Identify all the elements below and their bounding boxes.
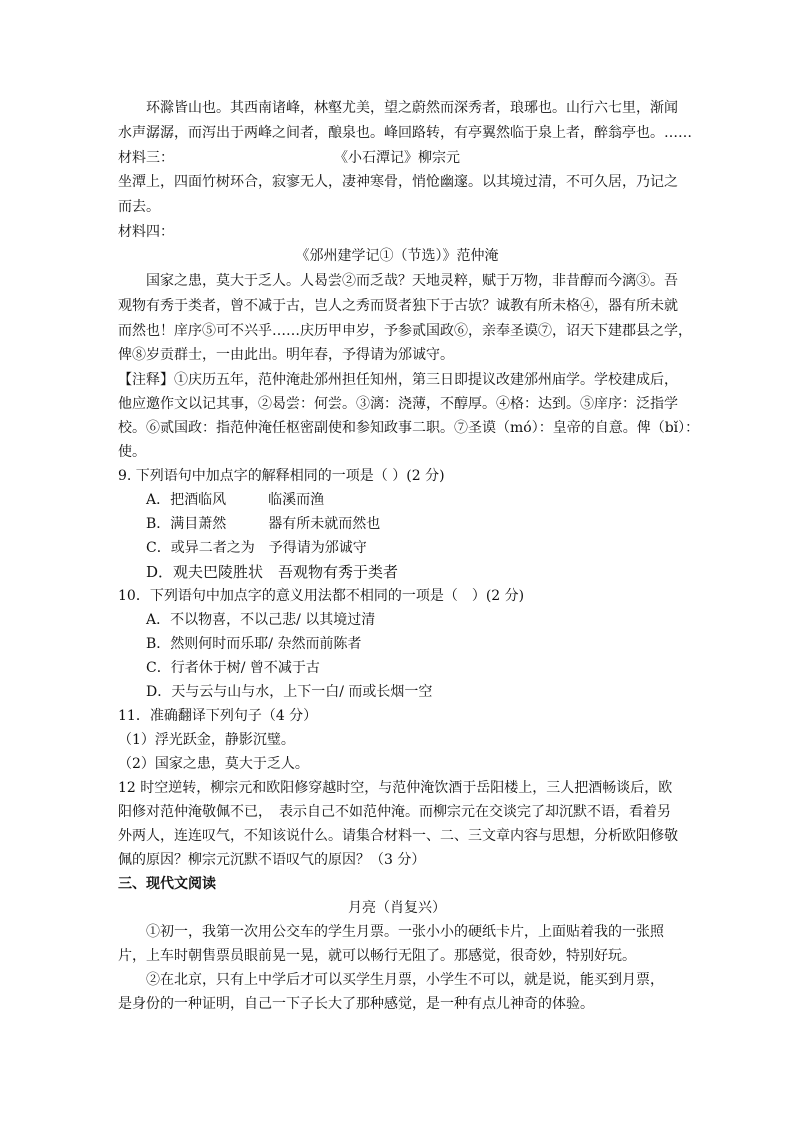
material-4-title: 《邠州建学记①（节选）》范仲淹 (295, 248, 499, 264)
question-10-option-c: C．行者休于树/ 曾不减于古 (146, 660, 320, 676)
question-11-item-1: （1）浮光跃金，静影沉璧。 (118, 732, 295, 748)
material-4-line-1: 国家之患，莫大于乏人。人曷尝②而乏哉？天地灵粹，赋于万物，非昔醇而今漓③。吾 (146, 273, 678, 289)
question-12-line-1: 12 时空逆转，柳宗元和欧阳修穿越时空，与范仲淹饮酒于岳阳楼上，三人把酒畅谈后，欧 (118, 780, 673, 796)
modern-text-line-3: ②在北京，只有上中学后才可以买学生月票，小学生不可以，就是说，能买到月票， (146, 972, 664, 988)
question-10: 10．下列语句中加点字的意义用法都不相同的一项是（ ）(2 分) (118, 588, 525, 604)
material-3-line-1: 坐潭上，四面竹树环合，寂寥无人，凄神寒骨，悄怆幽邃。以其境过清，不可久居，乃记之 (118, 174, 678, 190)
material-4-line-3: 而然也！庠序⑤可不兴乎……庆历甲申岁，予参贰国政⑥，亲奉圣谟⑦，诏天下建郡县之学， (118, 323, 692, 339)
material-3-line-2: 而去。 (118, 199, 160, 215)
passage-2-line-1: 环滁皆山也。其西南诸峰，林壑尤美，望之蔚然而深秀者，琅琊也。山行六七里，渐闻 (146, 100, 678, 116)
modern-text-line-2: 片，上车时朝售票员眼前晃一晃，就可以畅行无阻了。那感觉，很奇妙，特别好玩。 (118, 948, 636, 964)
question-10-option-d: D．天与云与山与水，上下一白/ 而或长烟一空 (146, 684, 433, 700)
question-9-option-d: D．观夫巴陵胜状 吾观物有秀于类者 (146, 563, 399, 581)
question-11: 11．准确翻译下列句子（4 分） (118, 708, 318, 724)
question-10-option-b: B．然则何时而乐耶/ 杂然而前陈者 (146, 636, 362, 652)
question-9-option-b: B．满目萧然 器有所未就而然也 (146, 516, 381, 532)
modern-text-line-4: 是身份的一种证明，自己一下子长大了那种感觉，是一种有点儿神奇的体验。 (118, 996, 594, 1012)
material-3-title: 《小石潭记》柳宗元 (334, 150, 460, 166)
annotation-line-1: 【注释】①庆历五年，范仲淹赴邠州担任知州，第三日即提议改建邠州庙学。学校建成后， (118, 372, 678, 388)
question-11-item-2: （2）国家之患，莫大于乏人。 (118, 756, 309, 772)
material-4-heading: 材料四： (118, 224, 174, 240)
modern-text-line-1: ①初一，我第一次用公交车的学生月票。一张小小的硬纸卡片，上面贴着我的一张照 (146, 924, 664, 940)
section-3-heading: 三、现代文阅读 (118, 876, 216, 892)
question-12-line-2: 阳修对范仲淹敬佩不已， 表示自己不如范仲淹。而柳宗元在交谈完了却沉默不语，看着另 (118, 804, 671, 820)
question-9-option-c: C．或异二者之为 予得请为邠诚守 (146, 540, 367, 556)
material-4-line-2: 观物有秀于类者，曾不减于古，岂人之秀而贤者独下于古欤？诚教有所未格④，器有所未就 (118, 298, 678, 314)
material-3-heading: 材料三： (118, 150, 174, 166)
question-12-line-3: 外两人，连连叹气，不知该说什么。请集合材料一、二、三文章内容与思想，分析欧阳修敬 (118, 828, 678, 844)
annotation-line-3: 校。⑥贰国政：指范仲淹任枢密副使和参知政事二职。⑦圣谟（mó）：皇帝的自意。俾（bǐ）： (118, 420, 700, 436)
question-10-option-a: A．不以物喜，不以己悲/ 以其境过清 (146, 612, 376, 628)
question-12-line-4: 佩的原因？柳宗元沉默不语叹气的原因？（3 分） (118, 852, 426, 868)
annotation-line-4: 使。 (118, 444, 146, 460)
annotation-line-2: 他应邀作文以记其事，②曷尝：何尝。③漓：浇薄，不醇厚。④格：达到。⑤庠序：泛指学 (118, 396, 678, 412)
material-4-line-4: 俾⑧岁贡群士，一由此出。明年春，予得请为邠诚守。 (118, 347, 454, 363)
question-9-option-a: A．把酒临风 临溪而渔 (146, 492, 325, 508)
question-9: 9. 下列语句中加点字的解释相同的一项是（ ）(2 分) (118, 468, 445, 484)
modern-text-title: 月亮（肖复兴） (348, 900, 446, 916)
passage-2-line-2: 水声潺潺，而泻出于两峰之间者，酿泉也。峰回路转，有亭翼然临于泉上者，醉翁亭也。…… (118, 125, 692, 141)
